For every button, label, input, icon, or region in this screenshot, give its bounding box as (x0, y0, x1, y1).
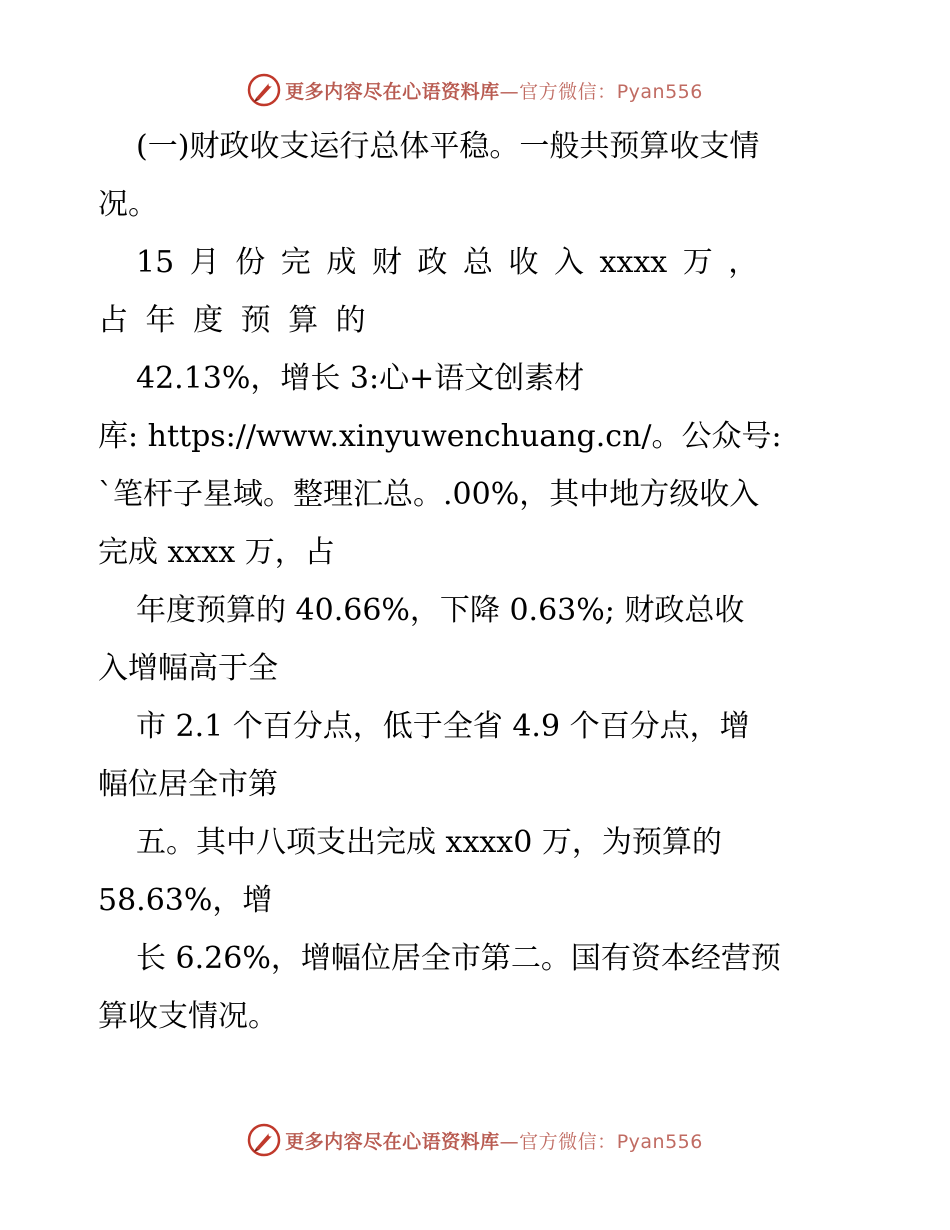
banner-dash: — (499, 1130, 520, 1153)
banner-wechat-id: Pyan556 (616, 1130, 703, 1153)
text-line: 完成 xxxx 万，占 (98, 535, 335, 570)
text-line: 42.13%，增长 3:心+语文创素材 (136, 361, 585, 396)
text-line: 库: https://www.xinyuwenchuang.cn/。公众号: (98, 419, 782, 454)
text-line: 算收支情况。 (98, 999, 278, 1034)
banner-wechat-id: Pyan556 (616, 80, 703, 103)
banner-wechat-label: 官方微信： (519, 80, 617, 103)
banner-dash: — (499, 80, 520, 103)
document-body (98, 118, 858, 1046)
text-line: 15 月 份 完 成 财 政 总 收 入 xxxx 万 ， (136, 245, 759, 280)
banner-text: 更多内容尽在心语资料库 (285, 1130, 500, 1153)
text-line: 况。 (98, 187, 158, 222)
footer-banner (0, 1120, 950, 1160)
pen-logo-icon (247, 73, 281, 107)
text-line: 市 2.1 个百分点，低于全省 4.9 个百分点，增 (136, 709, 750, 744)
text-line: 入增幅高于全 (98, 651, 278, 686)
pen-logo-icon (247, 1123, 281, 1157)
banner-wechat-label: 官方微信： (519, 1130, 617, 1153)
header-banner (0, 70, 950, 110)
text-line: 58.63%，增 (98, 883, 273, 918)
text-line: 长 6.26%，增幅位居全市第二。国有资本经营预 (136, 941, 781, 976)
text-line: 年度预算的 40.66%，下降 0.63%; 财政总收 (136, 593, 745, 628)
text-line: 占 年 度 预 算 的 (98, 303, 366, 338)
text-line: (一)财政收支运行总体平稳。一般共预算收支情 (136, 129, 760, 164)
text-line: 幅位居全市第 (98, 767, 278, 802)
text-line: 五。其中八项支出完成 xxxx0 万，为预算的 (136, 825, 722, 860)
text-line: `笔杆子星域。整理汇总。.00%，其中地方级收入 (98, 477, 760, 512)
banner-text: 更多内容尽在心语资料库 (285, 80, 500, 103)
